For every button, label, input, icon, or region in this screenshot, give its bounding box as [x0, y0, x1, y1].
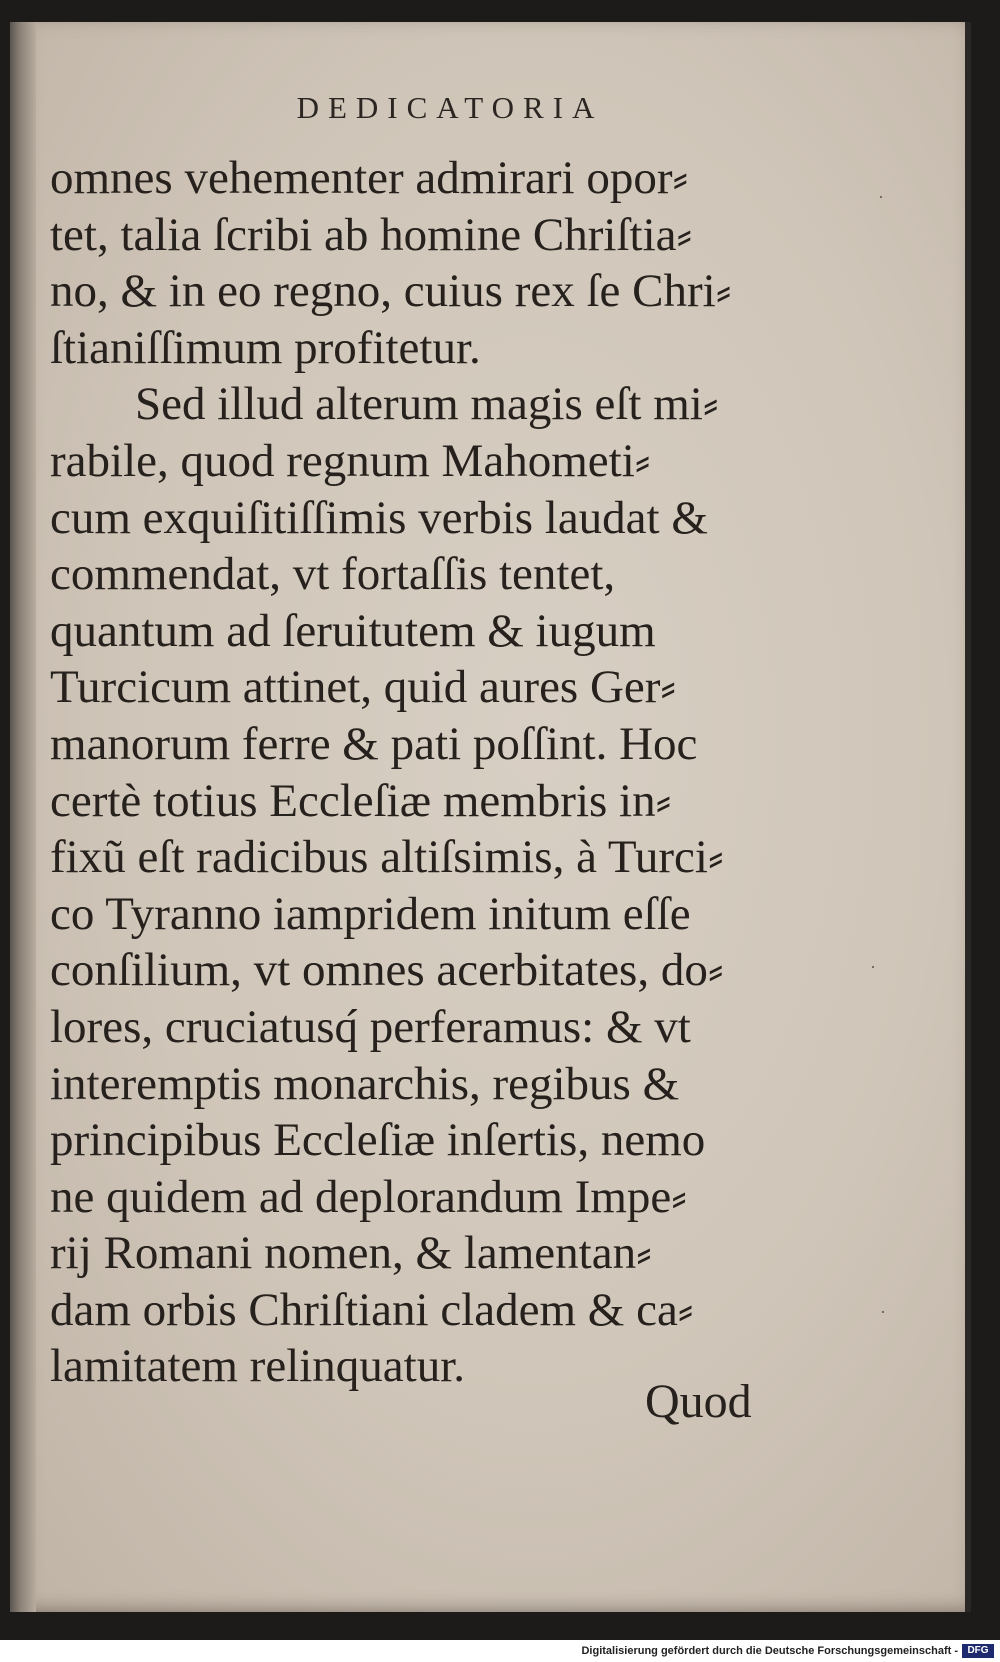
book-page	[10, 22, 971, 1612]
text-line-indented: Sed illud alterum magis eſt mi⸗	[135, 378, 719, 431]
text-line: interemptis monarchis, regibus &	[50, 1057, 680, 1110]
catchword: Quod	[645, 1375, 752, 1428]
text-line: rabile, quod regnum Mahometi⸗	[50, 434, 651, 487]
page-binding-shadow	[10, 22, 36, 1612]
text-line: principibus Eccleſiæ inſertis, nemo	[50, 1114, 706, 1167]
running-head: DEDICATORIA	[296, 90, 604, 125]
paper-speck: ·	[870, 957, 876, 977]
text-line: ne quidem ad deplorandum Impe⸗	[50, 1170, 687, 1223]
text-line: commendat, vt fortaſſis tentet,	[50, 548, 616, 601]
text-line: quantum ad ſeruitutem & iugum	[50, 604, 656, 657]
body-text	[50, 150, 810, 1395]
text-line: lores, cruciatusq́ perferamus: & vt	[50, 1000, 691, 1053]
text-line: tet, talia ſcribi ab homine Chriſtia⸗	[50, 208, 693, 261]
text-line: rij Romani nomen, & lamentan⸗	[50, 1227, 652, 1280]
funding-credit: Digitalisierung gefördert durch die Deutsche Forschungsgemeinschaft -	[581, 1645, 958, 1657]
text-line: omnes vehementer admirari opor⸗	[50, 152, 689, 204]
text-line: cum exquiſitiſſimis verbis laudat &	[50, 491, 708, 544]
text-line: no, & in eo regno, cuius rex ſe Chri⸗	[50, 265, 732, 318]
text-line: Turcicum attinet, quid aures Ger⸗	[50, 661, 677, 714]
digitization-footer	[0, 1641, 1000, 1662]
paper-speck: ·	[880, 1302, 886, 1322]
text-line: ſtianiſſimum profitetur.	[50, 321, 481, 374]
text-line: dam orbis Chriſtiani cladem & ca⸗	[50, 1283, 694, 1336]
text-line: fixũ eſt radicibus altiſsimis, à Turci⸗	[50, 831, 724, 884]
text-line: lamitatem relinquatur.	[50, 1340, 466, 1393]
text-line: manorum ferre & pati poſſint. Hoc	[50, 717, 698, 770]
text-line: conſilium, vt omnes acerbitates, do⸗	[50, 944, 724, 997]
paper-speck: ·	[878, 187, 884, 207]
text-line: certè totius Eccleſiæ membris in⸗	[50, 774, 672, 827]
text-line: co Tyranno iampridem initum eſſe	[50, 887, 691, 940]
dfg-logo[interactable]: DFG	[962, 1644, 994, 1658]
